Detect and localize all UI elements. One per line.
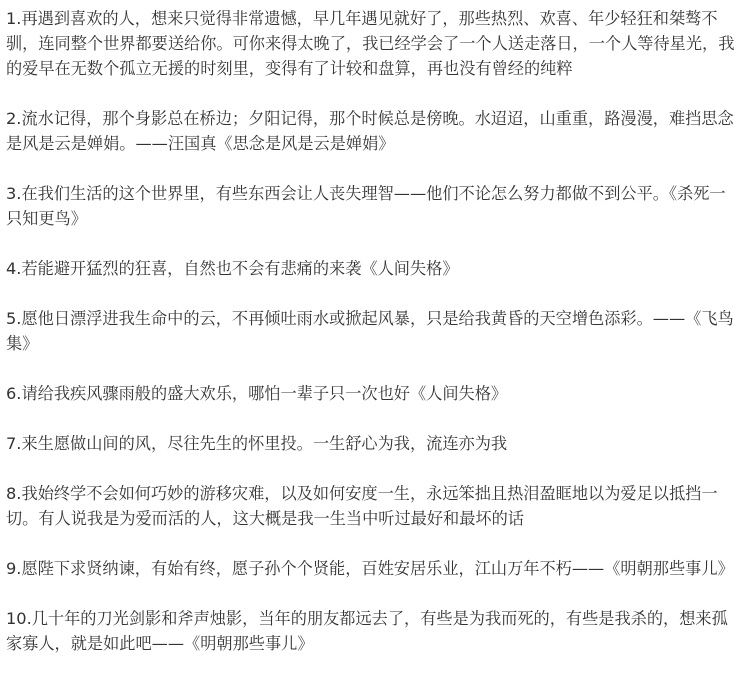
quote-paragraph-7: 7.来生愿做山间的风，尽往先生的怀里投。一生舒心为我，流连亦为我 — [6, 434, 508, 453]
quote-paragraph-1: 1.再遇到喜欢的人，想来只觉得非常遗憾，早几年遇见就好了，那些热烈、欢喜、年少轻狂和桀骜不驯，连同整个世界都要送给你。可你来得太晚了，我已经学会了一个人送走落日，一个人等待星光，我的爱早在无数个孤立无援的时刻里，变得有了计较和盘算，再也没有曾经的纯粹 — [6, 9, 735, 78]
quote-paragraph-10: 10.几十年的刀光剑影和斧声烛影，当年的朋友都远去了，有些是为我而死的，有些是我杀的，想来孤家寡人，就是如此吧——《明朝那些事儿》 — [6, 609, 728, 653]
quote-paragraph-3: 3.在我们生活的这个世界里，有些东西会让人丧失理智——他们不论怎么努力都做不到公平。《杀死一只知更鸟》 — [6, 184, 726, 228]
quote-list — [6, 6, 740, 656]
quote-paragraph-9: 9.愿陛下求贤纳谏，有始有终，愿子孙个个贤能，百姓安居乐业，江山万年不朽——《明朝那些事儿》 — [6, 559, 734, 578]
quote-paragraph-2: 2.流水记得，那个身影总在桥边；夕阳记得，那个时候总是傍晚。水迢迢，山重重，路漫漫，难挡思念是风是云是婵娟。——汪国真《思念是风是云是婵娟》 — [6, 109, 734, 153]
quote-paragraph-5: 5.愿他日漂浮进我生命中的云，不再倾吐雨水或掀起风暴，只是给我黄昏的天空增色添彩。——《飞鸟集》 — [6, 309, 734, 353]
quote-paragraph-8: 8.我始终学不会如何巧妙的游移灾难，以及如何安度一生，永远笨拙且热泪盈眶地以为爱足以抵挡一切。有人说我是为爱而活的人，这大概是我一生当中听过最好和最坏的话 — [6, 484, 718, 528]
quote-paragraph-4: 4.若能避开猛烈的狂喜，自然也不会有悲痛的来袭《人间失格》 — [6, 259, 459, 278]
quote-paragraph-6: 6.请给我疾风骤雨般的盛大欢乐，哪怕一辈子只一次也好《人间失格》 — [6, 384, 508, 403]
